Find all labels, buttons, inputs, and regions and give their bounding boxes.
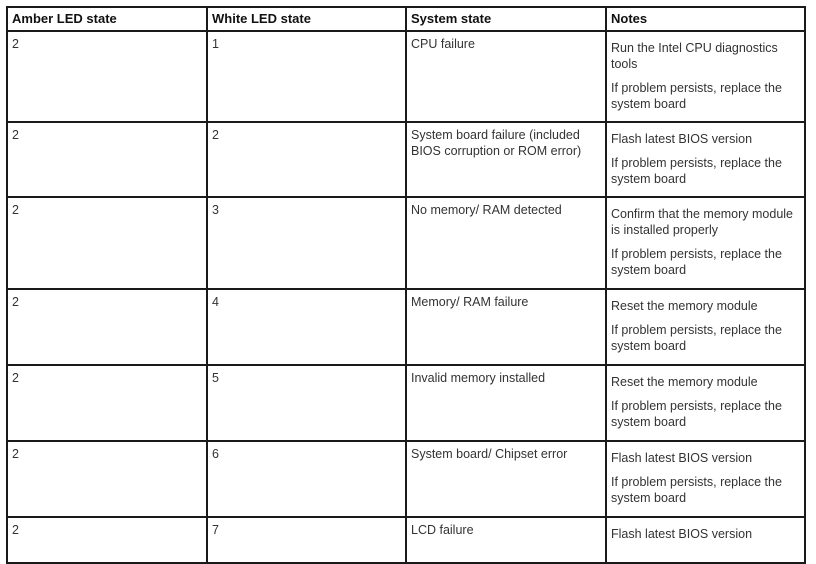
notes-cell: [606, 289, 805, 365]
white-led-cell: 3: [207, 197, 406, 289]
white-led-cell: 7: [207, 517, 406, 563]
white-led-cell: 6: [207, 441, 406, 517]
white-led-cell: 5: [207, 365, 406, 441]
header-notes: Notes: [606, 7, 805, 31]
white-led-cell: 1: [207, 31, 406, 122]
amber-led-cell: 2: [7, 365, 207, 441]
note-primary: Reset the memory module: [611, 299, 758, 313]
amber-led-cell: 2: [7, 289, 207, 365]
notes-cell: [606, 197, 805, 289]
table-row: [7, 365, 805, 441]
amber-led-cell: 2: [7, 441, 207, 517]
table-row: [7, 289, 805, 365]
table-row: [7, 441, 805, 517]
note-secondary: If problem persists, replace the system board: [611, 156, 782, 186]
header-white-led-state: White LED state: [207, 7, 406, 31]
header-row: [7, 7, 805, 31]
table-row: [7, 31, 805, 122]
header-amber-led-state: Amber LED state: [7, 7, 207, 31]
note-primary: Run the Intel CPU diagnostics tools: [611, 41, 778, 71]
note-secondary: If problem persists, replace the system board: [611, 399, 782, 429]
system-state-cell: CPU failure: [406, 31, 606, 122]
system-state-cell: Memory/ RAM failure: [406, 289, 606, 365]
note-secondary: If problem persists, replace the system board: [611, 323, 782, 353]
table-row: [7, 197, 805, 289]
note-primary: Confirm that the memory module is installed properly: [611, 207, 794, 237]
notes-cell: [606, 517, 805, 563]
white-led-cell: 2: [207, 122, 406, 197]
note-secondary: If problem persists, replace the system board: [611, 247, 782, 277]
system-state-cell: Invalid memory installed: [406, 365, 606, 441]
amber-led-cell: 2: [7, 517, 207, 563]
note-secondary: If problem persists, replace the system board: [611, 475, 782, 505]
note-primary: Flash latest BIOS version: [611, 451, 753, 465]
amber-led-cell: 2: [7, 122, 207, 197]
amber-led-cell: 2: [7, 197, 207, 289]
header-system-state: System state: [406, 7, 606, 31]
note-primary: Flash latest BIOS version: [611, 132, 753, 146]
notes-cell: [606, 122, 805, 197]
notes-cell: [606, 365, 805, 441]
table-row: [7, 122, 805, 197]
white-led-cell: 4: [207, 289, 406, 365]
system-state-cell: LCD failure: [406, 517, 606, 563]
system-state-cell: No memory/ RAM detected: [406, 197, 606, 289]
notes-cell: [606, 441, 805, 517]
note-primary: Reset the memory module: [611, 375, 758, 389]
notes-cell: [606, 31, 805, 122]
note-primary: Flash latest BIOS version: [611, 527, 753, 541]
table-row: [7, 517, 805, 563]
amber-led-cell: 2: [7, 31, 207, 122]
note-secondary: If problem persists, replace the system board: [611, 81, 782, 111]
system-state-cell: System board/ Chipset error: [406, 441, 606, 517]
led-diagnostics-table: [6, 6, 806, 564]
system-state-cell: System board failure (included BIOS corruption or ROM error): [406, 122, 606, 197]
